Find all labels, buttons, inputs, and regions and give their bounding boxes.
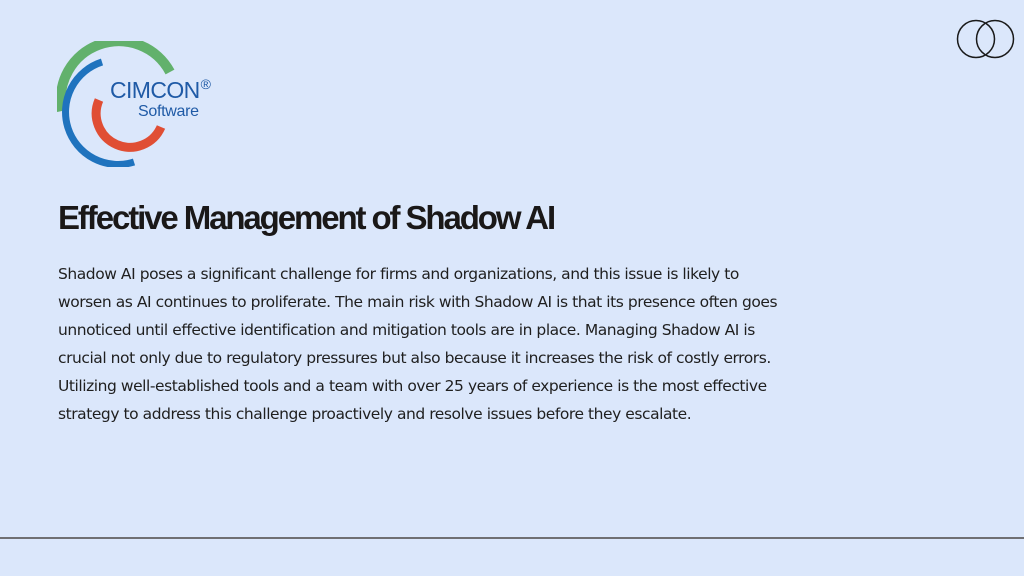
logo-name: CIMCON — [110, 77, 200, 103]
bottom-divider — [0, 537, 1024, 539]
cimcon-logo — [57, 41, 237, 167]
page-title: Effective Management of Shadow AI — [58, 199, 555, 236]
body-paragraph: Shadow AI poses a significant challenge for firms and organizations, and this issue is likely to worsen as AI continues to proliferate. The main risk with Shadow AI is that its presence often goes unnoticed until effective identification and mitigation tools are in place. Managing Shadow AI is crucial not only due to regulatory pressures but also because it increases the risk of costly errors. Utilizing well-established tools and a team with over 25 years of experience is the most effective strategy to address this challenge proactively and resolve issues before they escalate. — [58, 265, 778, 423]
logo-subtitle: Software — [138, 103, 199, 120]
overlapping-circles-icon — [956, 17, 1016, 61]
logo-wordmark — [110, 76, 211, 103]
registered-mark: ® — [200, 76, 211, 92]
